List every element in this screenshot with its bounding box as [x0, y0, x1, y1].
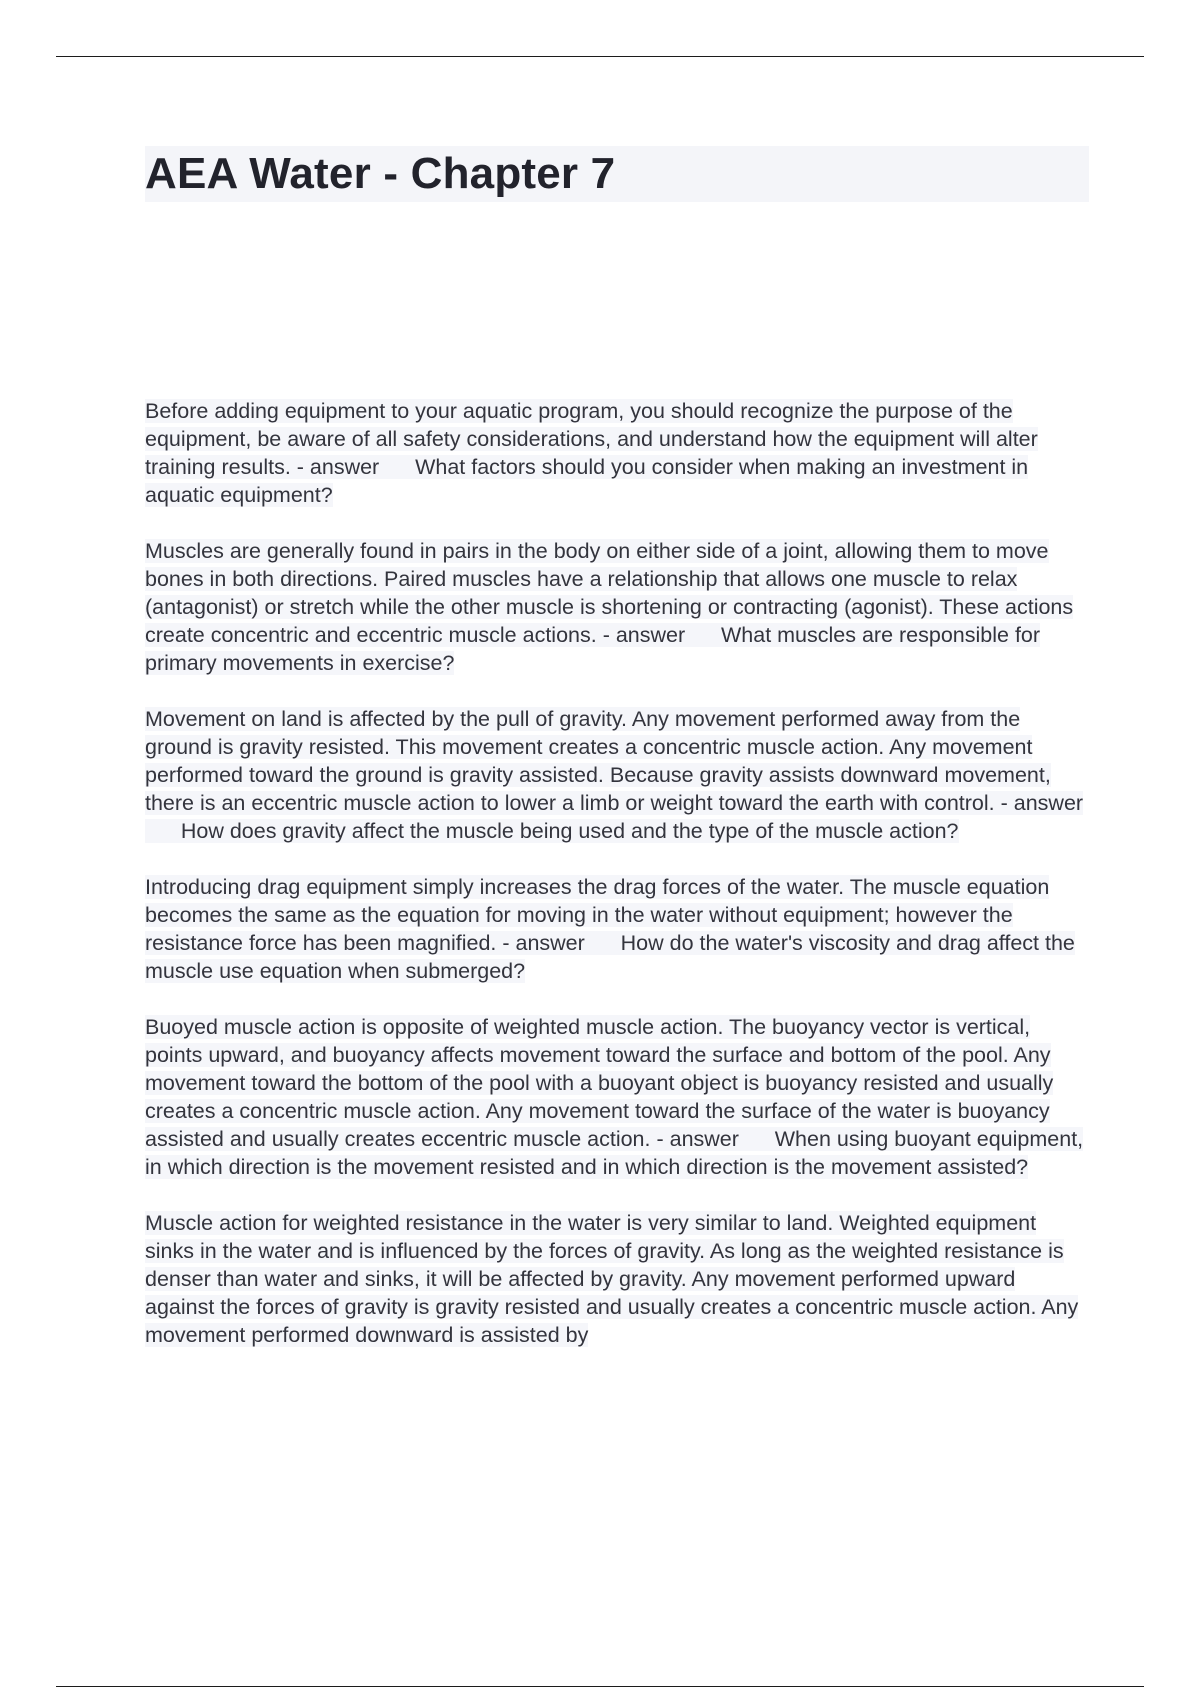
- qa-item-partial: [145, 1209, 1089, 1349]
- qa-question: How do the water's viscosity and drag affect the muscle use equation when submerged?: [145, 931, 1075, 983]
- qa-separator: -: [496, 931, 516, 955]
- qa-item: [145, 705, 1089, 845]
- qa-partial-text: Muscle action for weighted resistance in the water is very similar to land. Weighted equipment sinks in the water and is influenced by the forces of gravity. As long as the weighted resistance is denser than water and sinks, it will be affected by gravity. Any movement performed upward against the forces of gravity is gravity resisted and usually creates a concentric muscle action. Any movement performed downward is assisted by: [145, 1211, 1079, 1347]
- qa-separator: -: [290, 455, 310, 479]
- qa-item: [145, 1013, 1089, 1181]
- qa-label: answer: [615, 623, 686, 647]
- qa-answer: Before adding equipment to your aquatic program, you should recognize the purpose of the equipment, be aware of all safety considerations, and understand how the equipment will alter training results.: [145, 399, 1038, 479]
- qa-separator: -: [596, 623, 616, 647]
- qa-question: How does gravity affect the muscle being used and the type of the muscle action?: [180, 819, 959, 843]
- qa-answer: Introducing drag equipment simply increases the drag forces of the water. The muscle equation becomes the same as the equation for moving in the water without equipment; however the resistance force has been magnified.: [145, 875, 1050, 955]
- top-rule: [56, 56, 1144, 57]
- qa-question: What muscles are responsible for primary movements in exercise?: [145, 623, 1041, 675]
- qa-answer: Movement on land is affected by the pull of gravity. Any movement performed away from the ground is gravity resisted. This movement creates a concentric muscle action. Any movement performed toward the ground is gravity assisted. Because gravity assists downward movement, there is an eccentric muscle action to lower a limb or weight toward the earth with control.: [145, 707, 1051, 815]
- qa-list: [145, 397, 1089, 1377]
- qa-separator: -: [994, 791, 1014, 815]
- qa-answer: Muscles are generally found in pairs in the body on either side of a joint, allowing them to move bones in both directions. Paired muscles have a relationship that allows one muscle to relax (antagonist) or stretch while the other muscle is shortening or contracting (agonist). These actions create concentric and eccentric muscle actions.: [145, 539, 1074, 647]
- qa-item: [145, 537, 1089, 677]
- qa-label: answer: [1013, 791, 1084, 815]
- qa-answer: Buoyed muscle action is opposite of weighted muscle action. The buoyancy vector is vertical, points upward, and buoyancy affects movement toward the surface and bottom of the pool. Any movement toward the bottom of the pool with a buoyant object is buoyancy resisted and usually creates a concentric muscle action. Any movement toward the surface of the water is buoyancy assisted and usually creates eccentric muscle action.: [145, 1015, 1054, 1151]
- qa-label: answer: [669, 1127, 739, 1151]
- qa-label: answer: [309, 455, 380, 479]
- qa-label: answer: [515, 931, 585, 955]
- page-title: AEA Water - Chapter 7: [145, 149, 616, 198]
- qa-separator: -: [650, 1127, 670, 1151]
- bottom-rule: [56, 1686, 1144, 1687]
- qa-question: When using buoyant equipment, in which direction is the movement resisted and in which direction is the movement assisted?: [145, 1127, 1084, 1179]
- qa-question: What factors should you consider when making an investment in aquatic equipment?: [145, 455, 1029, 507]
- qa-item: [145, 873, 1089, 985]
- qa-item: [145, 397, 1089, 509]
